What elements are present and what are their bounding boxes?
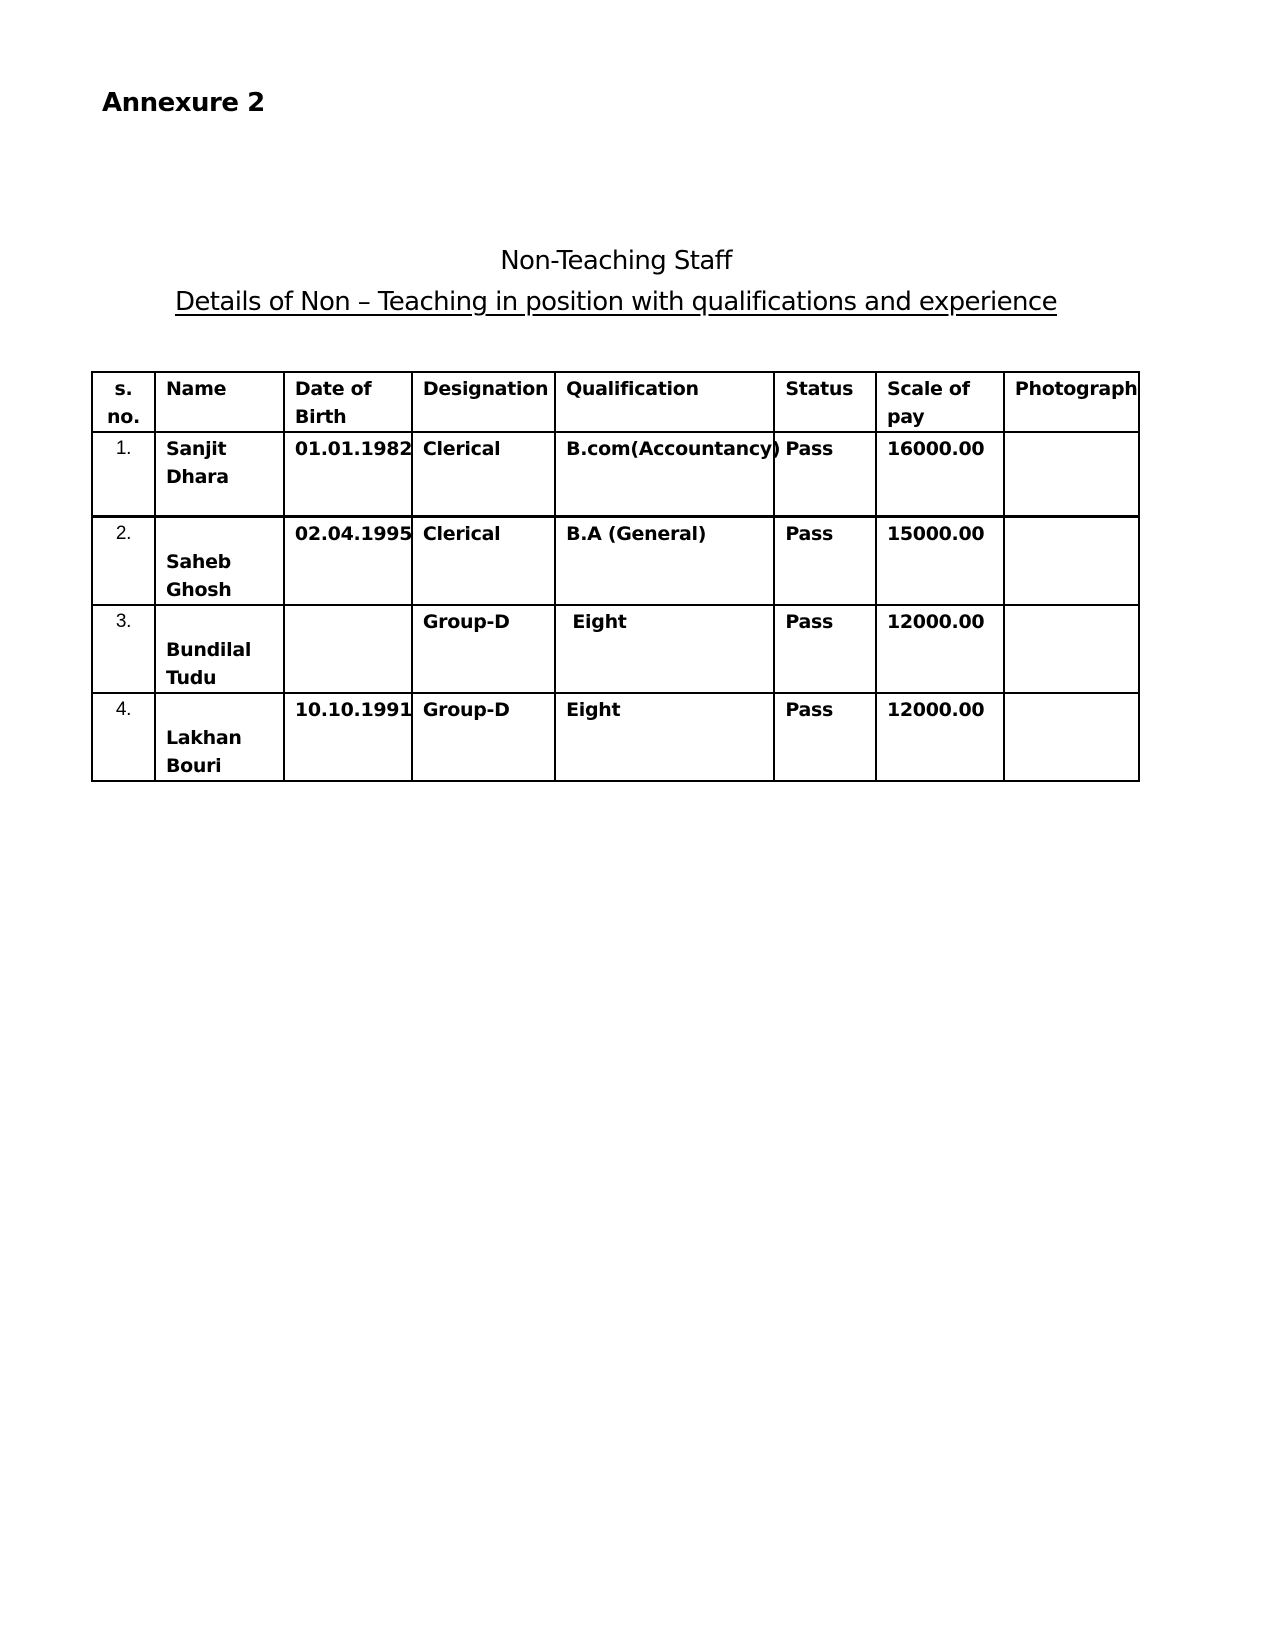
cell-status: Pass [774, 516, 876, 605]
cell-photograph [1004, 432, 1139, 516]
cell-name [155, 516, 284, 605]
cell-name [155, 693, 284, 781]
name-text: Sanjit Dhara [165, 438, 229, 488]
cell-designation: Group-D [412, 605, 555, 693]
cell-designation: Clerical [412, 516, 555, 605]
cell-photograph [1004, 605, 1139, 693]
cell-dob [284, 605, 412, 693]
column-header-designation: Designation [412, 372, 555, 432]
staff-table [91, 371, 1140, 782]
column-header-qualification: Qualification [555, 372, 774, 432]
name-text: Lakhan Bouri [165, 726, 242, 777]
cell-status: Pass [774, 605, 876, 693]
name-text: Bundilal Tudu [165, 638, 252, 689]
cell-photograph [1004, 516, 1139, 605]
cell-designation: Group-D [412, 693, 555, 781]
cell-sno: 4. [92, 693, 155, 781]
cell-dob: 10.10.1991 [284, 693, 412, 781]
cell-qualification: B.A (General) [555, 516, 774, 605]
cell-qualification: B.com(Accountancy) [555, 432, 774, 516]
cell-sno: 1. [92, 432, 155, 516]
document-title: Non-Teaching Staff [500, 246, 732, 276]
cell-qualification: Eight [555, 693, 774, 781]
name-text: Saheb Ghosh [165, 550, 232, 601]
table-row [92, 605, 1139, 693]
cell-sno: 3. [92, 605, 155, 693]
cell-status: Pass [774, 693, 876, 781]
cell-name [155, 605, 284, 693]
cell-sno: 2. [92, 516, 155, 605]
cell-scale: 15000.00 [876, 516, 1004, 605]
cell-scale: 16000.00 [876, 432, 1004, 516]
column-header-status: Status [774, 372, 876, 432]
document-subtitle: Details of Non – Teaching in position with qualifications and experience [174, 287, 1058, 317]
table-row [92, 516, 1139, 605]
cell-name [155, 432, 284, 516]
annexure-heading: Annexure 2 [102, 88, 265, 118]
column-header-photograph: Photograph [1004, 372, 1139, 432]
column-header-scale: Scale of pay [876, 372, 1004, 432]
cell-designation: Clerical [412, 432, 555, 516]
column-header-name: Name [155, 372, 284, 432]
cell-status: Pass [774, 432, 876, 516]
cell-dob: 02.04.1995 [284, 516, 412, 605]
column-header-sno: s. no. [92, 372, 155, 432]
cell-scale: 12000.00 [876, 693, 1004, 781]
table-row [92, 432, 1139, 516]
cell-photograph [1004, 693, 1139, 781]
cell-qualification: Eight [555, 605, 774, 693]
table-row [92, 693, 1139, 781]
cell-dob: 01.01.1982 [284, 432, 412, 516]
table-header-row [92, 372, 1139, 432]
cell-scale: 12000.00 [876, 605, 1004, 693]
column-header-dob: Date of Birth [284, 372, 412, 432]
